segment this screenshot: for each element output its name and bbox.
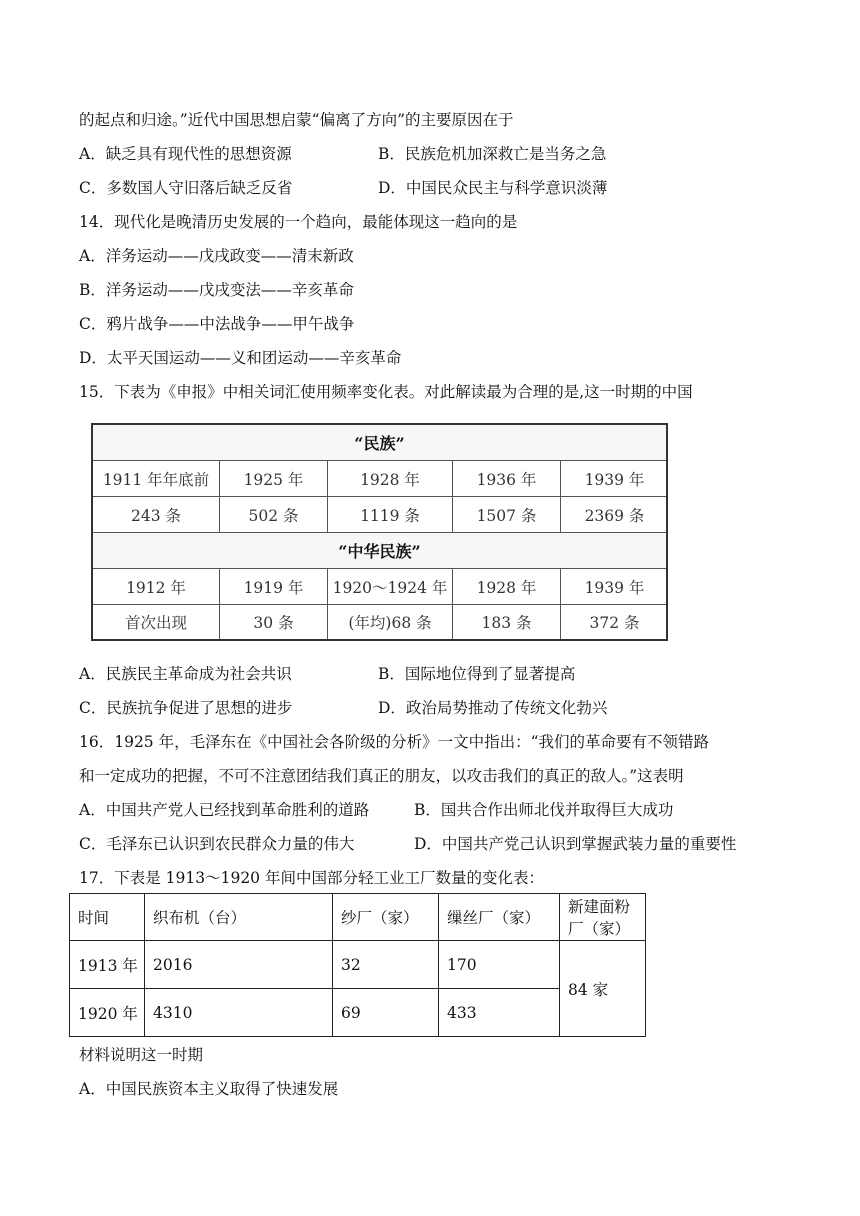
q15-stem: 15．下表为《申报》中相关词汇使用频率变化表。对此解读最为合理的是,这一时期的中国 <box>79 383 693 401</box>
table-cell: 243 条 <box>130 506 181 525</box>
table-cell: 372 条 <box>560 605 668 639</box>
table-cell: 1913 年 <box>70 940 144 988</box>
q14-option-d: D．太平天国运动——义和团运动——辛亥革命 <box>79 349 402 367</box>
q13-option-c: C．多数国人守旧落后缺乏反省 <box>79 179 293 197</box>
table-cell: 32 <box>332 940 438 988</box>
shenbao-frequency-table <box>91 423 668 641</box>
table-cell: 69 <box>332 988 438 1036</box>
section-title-minzu: “民族” <box>354 434 405 453</box>
q14-option-b: B．洋务运动——戊戌变法——辛亥革命 <box>79 281 354 299</box>
q15-option-c: C．民族抗争促进了思想的进步 <box>79 699 293 717</box>
table-cell: 170 <box>438 940 559 988</box>
section-title-zhonghua-minzu: “中华民族” <box>338 542 421 561</box>
q14-stem: 14．现代化是晚清历史发展的一个趋向，最能体现这一趋向的是 <box>79 213 518 231</box>
table-row <box>93 497 666 533</box>
table-cell: 1919 年 <box>219 569 327 604</box>
q15-option-a: A．民族民主革命成为社会共识 <box>79 665 292 683</box>
q15-option-d: D．政治局势推动了传统文化勃兴 <box>378 699 608 717</box>
table-cell: 502 条 <box>219 497 327 532</box>
table-cell: 1936 年 <box>452 461 560 496</box>
light-industry-table <box>69 893 646 1037</box>
q13-option-a: A．缺乏具有现代性的思想资源 <box>79 145 292 163</box>
q16-option-d: D．中国共产党己认识到掌握武装力量的重要性 <box>414 835 737 853</box>
q16-stem-line-2: 和一定成功的把握，不可不注意团结我们真正的朋友，以攻击我们的真正的敌人。”这表明 <box>79 767 684 785</box>
table-row <box>93 461 666 497</box>
table-row <box>93 605 666 639</box>
table-section-header <box>93 533 666 569</box>
q17-stem: 17．下表是 1913～1920 年间中国部分轻工业工厂数量的变化表： <box>79 869 544 887</box>
q16-option-c: C．毛泽东已认识到农民群众力量的伟大 <box>79 835 355 853</box>
table-cell: 1928 年 <box>452 569 560 604</box>
table-cell: 2016 <box>144 940 332 988</box>
table-cell: 1939 年 <box>560 569 668 604</box>
table-header-cell: 新建面粉厂（家） <box>559 894 645 940</box>
q13-stem-tail: 的起点和归途。”近代中国思想启蒙“偏离了方向”的主要原因在于 <box>79 111 514 129</box>
table-cell: 1920～1924 年 <box>327 569 452 604</box>
table-header-cell: 时间 <box>78 909 110 927</box>
table-cell: 1928 年 <box>327 461 452 496</box>
table-cell: 2369 条 <box>560 497 668 532</box>
table-cell: 1925 年 <box>219 461 327 496</box>
table-cell: 433 <box>438 988 559 1036</box>
table-header-cell: 缫丝厂（家） <box>438 894 559 940</box>
table-cell: 1939 年 <box>560 461 668 496</box>
table-merged-cell: 84 家 <box>559 940 645 1036</box>
q13-option-d: D．中国民众民主与科学意识淡薄 <box>378 179 608 197</box>
table-row <box>93 569 666 605</box>
table-cell: 30 条 <box>219 605 327 639</box>
table-section-header <box>93 425 666 461</box>
q14-option-a: A．洋务运动——戊戌政变——清末新政 <box>79 247 354 265</box>
q13-option-b: B．民族危机加深救亡是当务之急 <box>378 145 607 163</box>
q17-option-a: A．中国民族资本主义取得了快速发展 <box>79 1080 339 1098</box>
q15-option-b: B．国际地位得到了显著提高 <box>378 665 576 683</box>
table-cell: 1912 年 <box>126 578 186 597</box>
table-cell: 首次出现 <box>124 614 187 632</box>
q16-stem-line-1: 16．1925 年，毛泽东在《中国社会各阶级的分析》一文中指出：“我们的革命要有不领错路 <box>79 733 710 751</box>
table-cell: 4310 <box>144 988 332 1036</box>
table-header-cell: 织布机（台） <box>144 894 332 940</box>
table-header-cell: 纱厂（家） <box>332 894 438 940</box>
q17-material-note: 材料说明这一时期 <box>79 1046 204 1064</box>
table-cell: 1507 条 <box>452 497 560 532</box>
table-cell: (年均)68 条 <box>327 605 452 639</box>
q14-option-c: C．鸦片战争——中法战争——甲午战争 <box>79 315 355 333</box>
table-cell: 1911 年年底前 <box>102 470 210 489</box>
q16-option-b: B．国共合作出师北伐并取得巨大成功 <box>414 801 674 819</box>
q16-option-a: A．中国共产党人已经找到革命胜利的道路 <box>79 801 370 819</box>
table-cell: 1119 条 <box>327 497 452 532</box>
table-cell: 183 条 <box>452 605 560 639</box>
table-cell: 1920 年 <box>70 988 144 1036</box>
